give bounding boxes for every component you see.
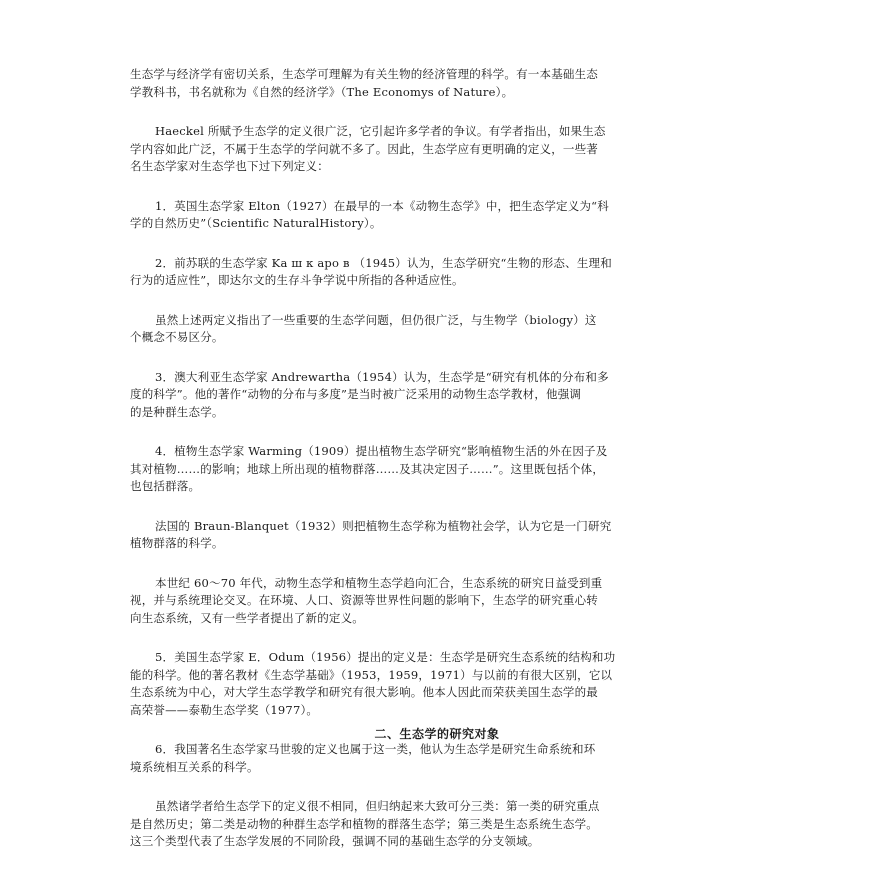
paragraph — [130, 66, 744, 101]
paragraph-line: Haeckel 所赋予生态学的定义很广泛，它引起许多学者的争议。有学者指出，如果生态 — [155, 124, 606, 138]
paragraph-line: 生态系统为中心，对大学生态学教学和研究有很大影响。他本人因此而荣获美国生态学的最 — [130, 685, 598, 699]
paragraph-line: 境系统相互关系的科学。 — [130, 759, 259, 774]
paragraph-line: 2．前苏联的生态学家 Ka ш к apo в （1945）认为，生态学研究“生物的形态、生理和 — [155, 255, 612, 270]
paragraph-line: 个概念不易区分。 — [130, 330, 224, 344]
paragraph-line: 法国的 Braun-Blanquet（1932）则把植物生态学称为植物社会学，认为它是一门研究 — [155, 518, 612, 533]
paragraph — [130, 369, 744, 422]
paragraph-line: 1．英国生态学家 Elton（1927）在最早的一本《动物生态学》中，把生态学定义为“科 — [155, 198, 609, 213]
paragraph-line: 视，并与系统理论交叉。在环境、人口、资源等世界性问题的影响下，生态学的研究重心转 — [130, 593, 598, 607]
paragraph-line: 植物群落的科学。 — [130, 536, 224, 550]
paragraph-line: 学内容如此广泛，不属于生态学的学问就不多了。因此，生态学应有更明确的定义，一些著 — [130, 141, 598, 156]
paragraph-line: 4．植物生态学家 Warming（1909）提出植物生态学研究“影响植物生活的外在因子及 — [155, 444, 608, 458]
paragraph-line: 本世纪 60～70 年代，动物生态学和植物生态学趋向汇合，生态系统的研究日益受到重 — [155, 575, 603, 590]
paragraph-line: 名生态学家对生态学也下过下列定义： — [130, 159, 329, 173]
paragraph-line: 向生态系统，又有一些学者提出了新的定义。 — [130, 610, 364, 625]
paragraph-line: 其对植物……的影响；地球上所出现的植物群落……及其决定因子……”。这里既包括个体， — [130, 461, 605, 476]
paragraph — [130, 741, 744, 776]
paragraph-line: 能的科学。他的著名教材《生态学基础》（1953，1959，1971）与以前的有很大区别，它以 — [130, 667, 613, 682]
paragraph-line: 行为的适应性”，即达尔文的生存斗争学说中所指的各种适应性。 — [130, 273, 464, 287]
paragraph — [130, 649, 744, 719]
paragraph — [130, 575, 744, 628]
paragraph-line: 6．我国著名生态学家马世骏的定义也属于这一类，他认为生态学是研究生命系统和环 — [155, 742, 596, 756]
paragraph — [130, 255, 744, 290]
paragraph-line: 3．澳大利亚生态学家 Andrewartha（1954）认为，生态学是“研究有机体的分布和多 — [155, 369, 609, 384]
paragraph-line: 高荣誉——泰勒生态学奖（1977）。 — [130, 702, 319, 717]
paragraph — [130, 198, 744, 233]
paragraph — [130, 518, 744, 553]
paragraph-line: 生态学与经济学有密切关系，生态学可理解为有关生物的经济管理的科学。有一本基础生态 — [130, 67, 598, 81]
paragraph-line: 学教科书，书名就称为《自然的经济学》（The Economys of Nature）。 — [130, 84, 514, 99]
paragraph — [130, 123, 744, 176]
document-page — [130, 66, 744, 873]
paragraph-line: 是自然历史；第二类是动物的种群生态学和植物的群落生态学；第三类是生态系统生态学。 — [130, 816, 598, 831]
paragraph-line: 的是种群生态学。 — [130, 404, 224, 419]
paragraph-line: 学的自然历史”（Scientific NaturalHistory）。 — [130, 216, 382, 230]
paragraph-line: 这三个类型代表了生态学发展的不同阶段，强调不同的基础生态学的分支领域。 — [130, 834, 540, 848]
paragraph-line: 虽然上述两定义指出了一些重要的生态学问题，但仍很广泛，与生物学（biology）这 — [155, 312, 597, 327]
section-heading: 二、生态学的研究对象 — [374, 727, 500, 741]
paragraph — [130, 798, 744, 851]
paragraph-line: 度的科学”。他的著作“动物的分布与多度”是当时被广泛采用的动物生态学教材，他强调 — [130, 387, 582, 401]
paragraph-line: 虽然诸学者给生态学下的定义很不相同，但归纳起来大致可分三类：第一类的研究重点 — [155, 799, 600, 813]
paragraph-line: 也包括群落。 — [130, 479, 201, 493]
paragraph — [130, 312, 744, 347]
paragraph — [130, 443, 744, 496]
paragraph-line: 5．美国生态学家 E．Odum（1956）提出的定义是：生态学是研究生态系统的结构和功 — [155, 650, 616, 664]
